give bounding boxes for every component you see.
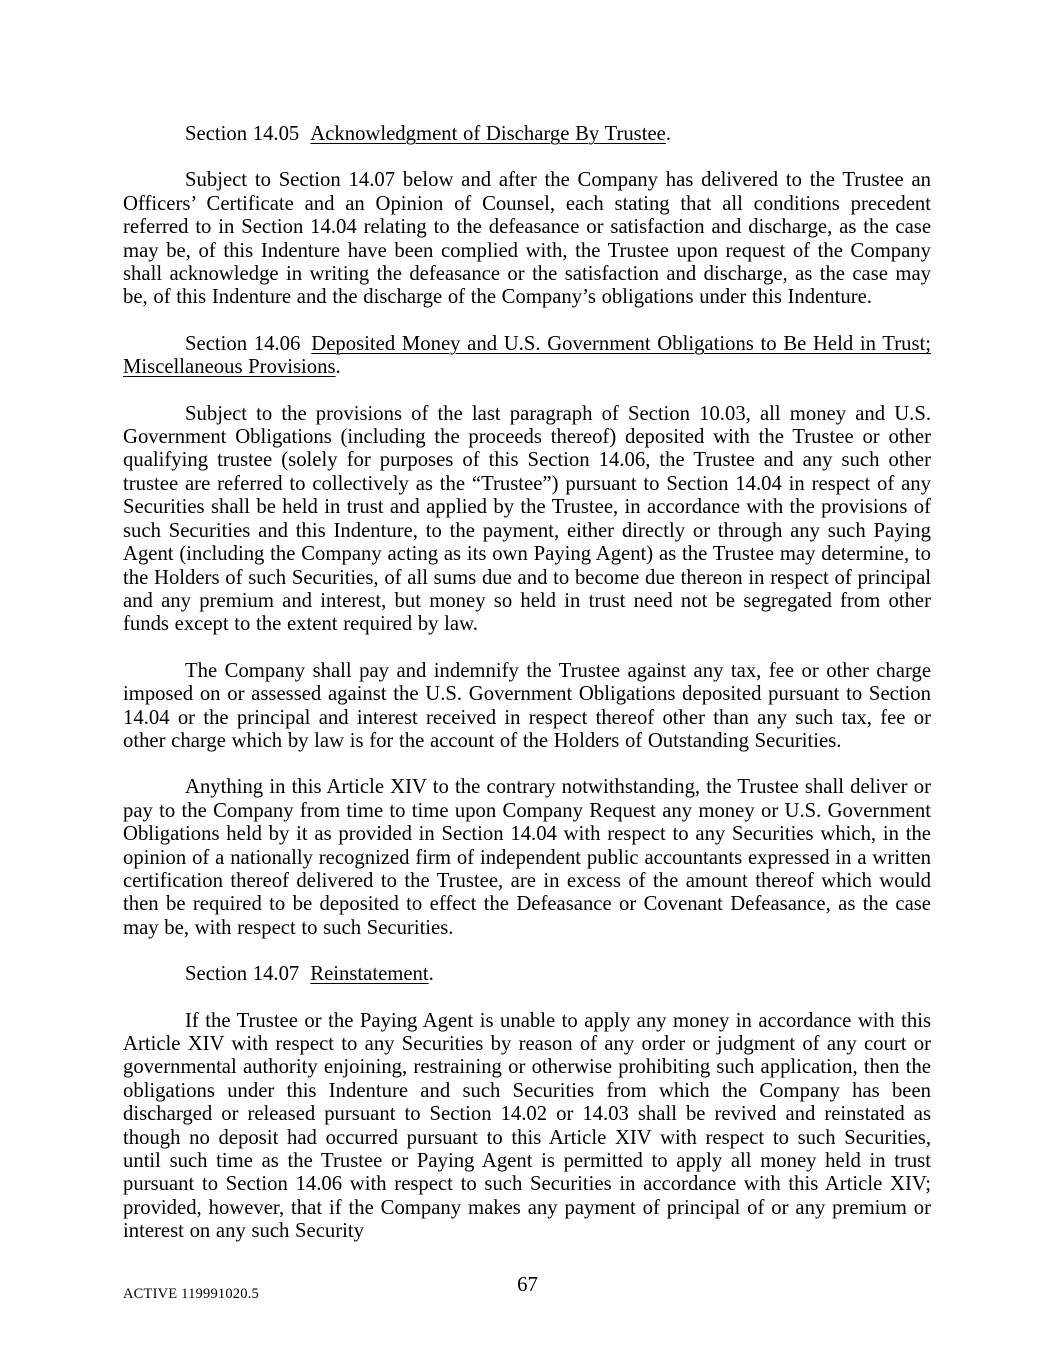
body-paragraph: If the Trustee or the Paying Agent is unable to apply any money in accordance with this Article XIV with respect to any Securities by reason of any order or judgment of any court or governmental authority enjoining, restraining or otherwise prohibiting such application, then the obligations under this Indenture and such Securities from which the Company has been discharged or released pursuant to Section 14.02 or 14.03 shall be revived and reinstated as though no deposit had occurred pursuant to this Article XIV with respect to such Securities, until such time as the Trustee or Paying Agent is permitted to apply all money held in trust pursuant to Section 14.06 with respect to such Securities in accordance with this Article XIV; provided, however, that if the Company makes any payment of principal of or any premium or interest on any such Security xyxy=(123,1009,931,1243)
document-id: ACTIVE 119991020.5 xyxy=(123,1286,259,1302)
page-footer xyxy=(0,1274,1055,1314)
section-title: Reinstatement xyxy=(310,963,429,986)
section-number: Section 14.06 xyxy=(185,332,301,355)
section-title-period: . xyxy=(428,963,434,986)
section-title: Deposited Money and U.S. Government Obligations to Be Held in Trust; Miscellaneous Provisions xyxy=(123,332,931,379)
section-title: Acknowledgment of Discharge By Trustee xyxy=(310,123,666,145)
body-paragraph: Anything in this Article XIV to the contrary notwithstanding, the Trustee shall deliver or pay to the Company from time to time upon Company Request any money or U.S. Government Obligations held by it as provided in Section 14.04 with respect to any Securities which, in the opinion of a nationally recognized firm of independent public accountants expressed in a written certification thereof delivered to the Trustee, are in excess of the amount thereof which would then be required to be deposited to effect the Defeasance or Covenant Defeasance, as the case may be, with respect to such Securities. xyxy=(123,776,931,939)
body-paragraph: Subject to the provisions of the last paragraph of Section 10.03, all money and U.S. Government Obligations (including the proceeds thereof) deposited with the Trustee or other qualifying trustee (solely for purposes of this Section 14.06, the Trustee and any such other trustee are referred to collectively as the “Trustee”) pursuant to Section 14.04 in respect of any Securities shall be held in trust and applied by the Trustee, in accordance with the provisions of such Securities and this Indenture, to the payment, either directly or through any such Paying Agent (including the Company acting as its own Paying Agent) as the Trustee may determine, to the Holders of such Securities, of all sums due and to become due thereon in respect of principal and any premium and interest, but money so held in trust need not be segregated from other funds except to the extent required by law. xyxy=(123,402,931,636)
section-title-period: . xyxy=(665,123,672,145)
page-number: 67 xyxy=(517,1274,538,1296)
section-heading-14-07 xyxy=(123,963,931,986)
section-heading-14-06 xyxy=(123,333,931,380)
section-number: Section 14.07 xyxy=(185,963,300,986)
section-number: Section 14.05 xyxy=(185,123,300,145)
section-title-period: . xyxy=(335,356,341,379)
section-heading-14-05 xyxy=(123,123,931,146)
body-paragraph: Subject to Section 14.07 below and after the Company has delivered to the Trustee an Officers’ Certificate and an Opinion of Counsel, each stating that all conditions precedent referred to in Section 14.04 relating to the defeasance or satisfaction and discharge, as the case may be, of this Indenture have been complied with, the Trustee upon request of the Company shall acknowledge in writing the defeasance or the satisfaction and discharge, as the case may be, of this Indenture and the discharge of the Company’s obligations under this Indenture. xyxy=(123,169,931,309)
document-body xyxy=(123,123,931,1267)
body-paragraph: The Company shall pay and indemnify the Trustee against any tax, fee or other charge imposed on or assessed against the U.S. Government Obligations deposited pursuant to Section 14.04 or the principal and interest received in respect thereof other than any such tax, fee or other charge which by law is for the account of the Holders of Outstanding Securities. xyxy=(123,659,931,752)
